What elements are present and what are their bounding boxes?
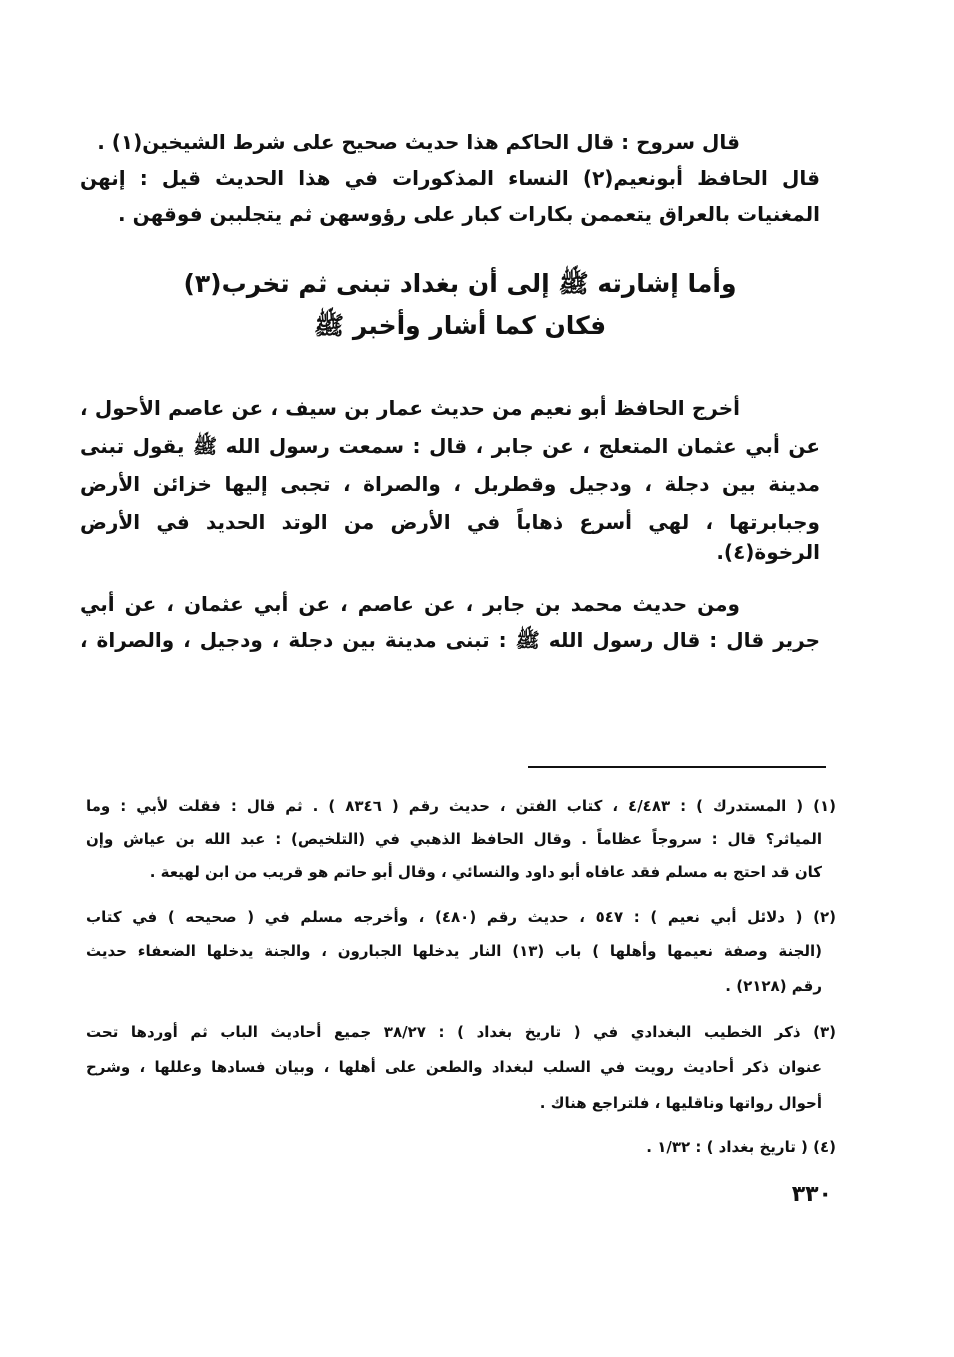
paragraph-line: وجبابرتها ، لهي أسرع ذهاباً في الأرض من الوتد الحديد في الأرض [80, 510, 820, 534]
footnote-3-line: أحوال رواتها وناقليها ، فلتراجع هناك . [539, 1094, 822, 1112]
heading-line: فكان كما أشار وأخبر ﷺ [313, 311, 607, 340]
paragraph-line: المغنيات بالعراق يتعممن بكارات كبار على رؤوسهن ثم يتجلببن فوقهن . [118, 202, 820, 226]
footnote-2-line: (٢) ( دلائل أبي نعيم ) : ٥٤٧ ، حديث رقم (٤٨٠) ، وأخرجه مسلم في ( صحيحه ) في كتاب [86, 908, 836, 926]
footnote-4-line: (٤) ( تاريخ بغداد ) : ١/٣٢ . [646, 1138, 836, 1156]
heading-line: وأما إشارته ﷺ إلى أن بغداد تبنى ثم تخرب(٣) [183, 269, 737, 298]
page-number: ٣٣٠ [791, 1182, 832, 1207]
footnote-2-line: (الجنة وصفة نعيمها وأهلها ) باب (١٣) النار يدخلها الجبارون ، والجنة يدخلها الضعفاء حديث [86, 942, 823, 960]
paragraph-hadith-2 [80, 590, 820, 670]
paragraph-hadith-1 [80, 394, 820, 584]
paragraph-intro [80, 128, 820, 248]
paragraph-line: الرخوة(٤). [716, 540, 820, 564]
footnote-3-line: عنوان ذكر أحاديث رويت في السلب لبغداد والطعن على أهلها ، وبيان فسادها وعللها ، وشرح [86, 1058, 822, 1076]
paragraph-line: قال الحافظ أبونعيم(٢) النساء المذكورات في هذا الحديث قيل : إنهن [80, 166, 820, 190]
footnote-1-line: (١) ( المستدرك ) : ٤/٤٨٣ ، كتاب الفتن ، حديث رقم ( ٨٣٤٦ ) . ثم قال : فقلت لأبي : وما [86, 797, 836, 815]
paragraph-line: مدينة بين دجلة ، ودجيل وقطربل ، والصراة ، تجبى إليها خزائن الأرض [80, 472, 820, 496]
paragraph-line: أخرج الحافظ أبو نعيم من حديث عمار بن سيف ، عن عاصم الأحول ، [80, 396, 740, 420]
footnote-1-line: المياثر؟ قال : سروجاً عظاماً . وقال الحافظ الذهبي في (التلخيص) : عبد الله بن عياش وإن [86, 830, 822, 848]
section-heading [150, 266, 770, 356]
footnote-3-line: (٣) ذكر الخطيب البغدادي في ( تاريخ بغداد ) : ٣٨/٢٧ جميع أحاديث الباب ثم أوردها تحت [86, 1023, 837, 1041]
paragraph-line: جرير قال : قال رسول الله ﷺ : تبنى مدينة بين دجلة ، ودجيل ، والصراة ، [80, 628, 820, 652]
footnote-1-line: كان قد احتج به مسلم فقد عافاه أبو داود والنسائي ، وقال أبو حاتم هو قريب من ابن لهيعة . [149, 863, 822, 881]
footnote-separator [528, 766, 826, 768]
paragraph-line: عن أبي عثمان المتعلج ، عن جابر ، قال : سمعت رسول الله ﷺ يقول تبنى [80, 434, 820, 458]
footnote-2-line: رقم (٢١٢٨) . [725, 977, 822, 995]
paragraph-line: قال سروح : قال الحاكم هذا حديث صحيح على شرط الشيخين(١) . [97, 130, 740, 154]
paragraph-line: ومن حديث محمد بن جابر ، عن عاصم ، عن أبي عثمان ، عن أبي [80, 592, 740, 616]
